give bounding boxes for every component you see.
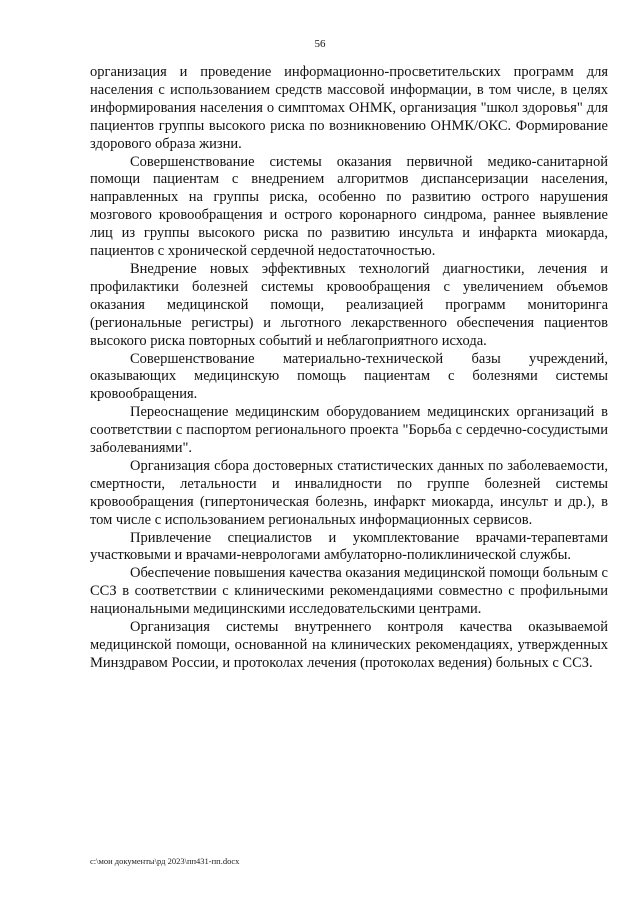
paragraph-equipment: Переоснащение медицинским оборудованием медицинских организаций в соответствии с паспортом регионального проекта "Борьба с сердечно-сосудистыми заболеваниями".	[90, 404, 608, 457]
paragraph-statistics: Организация сбора достоверных статистических данных по заболеваемости, смертности, летальности и инвалидности по группе болезней системы кровообращения (гипертоническая болезнь, инфаркт миокарда, инсульт и др.), в том числе с использованием региональных информационных сервисов.	[90, 457, 608, 528]
paragraph-quality: Обеспечение повышения качества оказания медицинской помощи больным с ССЗ в соответствии с клиническими рекомендациями совместно с профильными национальными медицинскими исследовательскими центрами.	[90, 565, 608, 618]
page-number: 56	[314, 38, 326, 50]
paragraph-staffing: Привлечение специалистов и укомплектование врачами-терапевтами участковыми и врачами-неврологами амбулаторно-поликлинической службы.	[90, 529, 608, 564]
paragraph-new-technologies: Внедрение новых эффективных технологий диагностики, лечения и профилактики болезней системы кровообращения с увеличением объемов оказания медицинской помощи, реализацией программ мониторинга (региональные регистры) и льготного лекарственного обеспечения пациентов высокого риска повторных событий и неблагоприятного исхода.	[90, 260, 608, 349]
document-body	[90, 64, 608, 673]
paragraph-primary-care: Совершенствование системы оказания первичной медико-санитарной помощи пациентам с внедрением алгоритмов диспансеризации населения, направленных на группы риска, особенно по развитию острого нарушения мозгового кровообращения и острого коронарного синдрома, раннее выявление лиц из группы высокого риска по развитию инсульта и инфаркта миокарда, пациентов с хронической сердечной недостаточностью.	[90, 153, 608, 260]
paragraph-continuation: организация и проведение информационно-просветительских программ для населения с использованием средств массовой информации, в том числе, в целях информирования населения о симптомах ОНМК, организация "школ здоровья" для пациентов группы высокого риска по возникновению ОНМК/ОКС. Формирование здорового образа жизни.	[90, 64, 608, 152]
paragraph-internal-control: Организация системы внутреннего контроля качества оказываемой медицинской помощи, основанной на клинических рекомендациях, утвержденных Минздравом России, и протоколах лечения (протоколах ведения) больных с ССЗ.	[90, 619, 608, 671]
paragraph-material-base: Совершенствование материально-технической базы учреждений, оказывающих медицинскую помощь пациентам с болезнями системы кровообращения.	[90, 350, 608, 403]
footer-file-path: c:\мои документы\рд 2023\пп431-пп.docx	[90, 856, 240, 866]
